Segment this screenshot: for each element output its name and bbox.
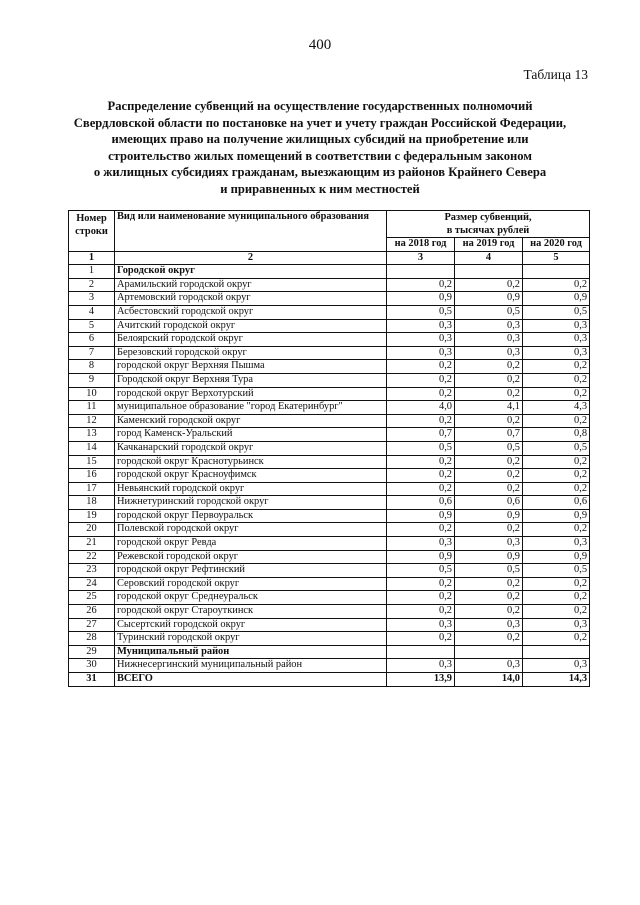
row-number: 20 <box>69 523 115 537</box>
row-number: 23 <box>69 564 115 578</box>
municipality-name: Серовский городской округ <box>115 577 387 591</box>
value-2018: 0,2 <box>387 591 455 605</box>
table-row <box>69 360 590 374</box>
table-row <box>69 550 590 564</box>
value-2019: 0,9 <box>455 550 523 564</box>
row-number: 17 <box>69 482 115 496</box>
value-2020: 0,3 <box>523 659 590 673</box>
municipality-name: городской округ Рефтинский <box>115 564 387 578</box>
value-2020: 0,3 <box>523 333 590 347</box>
value-2019: 0,2 <box>455 455 523 469</box>
value-2020: 0,3 <box>523 319 590 333</box>
title-line: Свердловской области по постановке на учет и учету граждан Российской Федерации, <box>73 115 567 130</box>
value-2019: 0,3 <box>455 537 523 551</box>
value-2020: 0,3 <box>523 346 590 360</box>
table-total-row <box>69 673 590 687</box>
municipality-name: Асбестовский городской округ <box>115 305 387 319</box>
page-number: 400 <box>308 37 332 53</box>
row-number: 3 <box>69 292 115 306</box>
municipality-name: Березовский городской округ <box>115 346 387 360</box>
municipality-name: Сысертский городской округ <box>115 618 387 632</box>
row-number: 1 <box>69 265 115 279</box>
table-row <box>69 333 590 347</box>
row-number: 4 <box>69 305 115 319</box>
value-2020: 0,6 <box>523 496 590 510</box>
table-row <box>69 523 590 537</box>
value-2018: 0,2 <box>387 455 455 469</box>
row-number: 5 <box>69 319 115 333</box>
row-number: 29 <box>69 645 115 659</box>
row-number: 7 <box>69 346 115 360</box>
value-2020 <box>523 645 590 659</box>
table-section-row <box>69 265 590 279</box>
value-2019: 0,2 <box>455 605 523 619</box>
municipality-name: Ачитский городской округ <box>115 319 387 333</box>
value-2020: 0,2 <box>523 605 590 619</box>
value-2018: 0,2 <box>387 278 455 292</box>
header-year-2019: на 2019 год <box>455 238 523 252</box>
value-2019: 14,0 <box>455 673 523 687</box>
municipality-name: городской округ Среднеуральск <box>115 591 387 605</box>
row-number: 9 <box>69 373 115 387</box>
document-title <box>60 98 580 198</box>
value-2020: 0,2 <box>523 360 590 374</box>
value-2019: 0,3 <box>455 319 523 333</box>
table-row <box>69 319 590 333</box>
title-line: имеющих право на получение жилищных субсидий на приобретение или <box>111 132 529 147</box>
municipality-name: Городской округ Верхняя Тура <box>115 373 387 387</box>
value-2018: 0,2 <box>387 387 455 401</box>
municipality-name: город Каменск-Уральский <box>115 428 387 442</box>
value-2019: 0,2 <box>455 482 523 496</box>
table-row <box>69 618 590 632</box>
header-size-line: в тысячах рублей <box>446 225 530 236</box>
value-2019: 0,2 <box>455 278 523 292</box>
value-2020: 0,5 <box>523 305 590 319</box>
value-2018: 0,3 <box>387 319 455 333</box>
value-2018: 0,2 <box>387 373 455 387</box>
row-number: 13 <box>69 428 115 442</box>
value-2020: 0,3 <box>523 618 590 632</box>
value-2020: 0,3 <box>523 537 590 551</box>
value-2019: 0,2 <box>455 523 523 537</box>
value-2018: 0,2 <box>387 577 455 591</box>
table-row <box>69 509 590 523</box>
value-2019: 0,9 <box>455 292 523 306</box>
value-2019: 0,2 <box>455 373 523 387</box>
row-number: 25 <box>69 591 115 605</box>
municipality-name: городской округ Староуткинск <box>115 605 387 619</box>
value-2018 <box>387 645 455 659</box>
header-subvention-size <box>387 211 590 238</box>
table-row <box>69 346 590 360</box>
value-2020: 0,2 <box>523 414 590 428</box>
value-2018: 0,9 <box>387 550 455 564</box>
value-2018: 13,9 <box>387 673 455 687</box>
municipality-name: Полевской городской округ <box>115 523 387 537</box>
table-label: Таблица 13 <box>523 67 588 82</box>
table-row <box>69 441 590 455</box>
value-2020: 0,2 <box>523 278 590 292</box>
column-index: 2 <box>115 251 387 265</box>
table-row <box>69 482 590 496</box>
value-2019: 0,7 <box>455 428 523 442</box>
municipality-name: Режевской городской округ <box>115 550 387 564</box>
row-number: 19 <box>69 509 115 523</box>
header-municipality: Вид или наименование муниципального образования <box>115 211 387 252</box>
table-row <box>69 278 590 292</box>
row-number: 16 <box>69 469 115 483</box>
value-2019: 0,6 <box>455 496 523 510</box>
municipality-name: Туринский городской округ <box>115 632 387 646</box>
title-line: о жилищных субсидиях гражданам, выезжающим из районов Крайнего Севера <box>93 165 547 180</box>
row-number: 22 <box>69 550 115 564</box>
value-2020: 0,2 <box>523 387 590 401</box>
table-row <box>69 387 590 401</box>
column-index: 5 <box>523 251 590 265</box>
header-size-line: Размер субвенций, <box>444 212 532 223</box>
value-2020: 14,3 <box>523 673 590 687</box>
column-index: 1 <box>69 251 115 265</box>
table-row <box>69 414 590 428</box>
municipality-name: Качканарский городской округ <box>115 441 387 455</box>
municipality-name: ВСЕГО <box>115 673 387 687</box>
header-year-2018: на 2018 год <box>387 238 455 252</box>
value-2019: 0,3 <box>455 618 523 632</box>
value-2020 <box>523 265 590 279</box>
value-2020: 0,2 <box>523 455 590 469</box>
municipality-name: муниципальное образование "город Екатеринбург" <box>115 401 387 415</box>
table-body <box>69 265 590 686</box>
value-2018: 0,2 <box>387 360 455 374</box>
row-number: 21 <box>69 537 115 551</box>
value-2019 <box>455 265 523 279</box>
value-2020: 0,8 <box>523 428 590 442</box>
value-2018: 0,7 <box>387 428 455 442</box>
row-number: 27 <box>69 618 115 632</box>
value-2019: 0,5 <box>455 564 523 578</box>
row-number: 14 <box>69 441 115 455</box>
row-number: 26 <box>69 605 115 619</box>
value-2019: 4,1 <box>455 401 523 415</box>
value-2018: 0,2 <box>387 523 455 537</box>
value-2020: 0,2 <box>523 482 590 496</box>
value-2019: 0,9 <box>455 509 523 523</box>
title-line: и приравненных к ним местностей <box>220 181 420 196</box>
municipality-name: Нижнесергинский муниципальный район <box>115 659 387 673</box>
row-number: 8 <box>69 360 115 374</box>
value-2018: 0,6 <box>387 496 455 510</box>
municipality-name: городской округ Ревда <box>115 537 387 551</box>
table-row <box>69 428 590 442</box>
header-number-line: Номер <box>76 213 107 224</box>
value-2019: 0,2 <box>455 414 523 428</box>
value-2020: 0,2 <box>523 469 590 483</box>
value-2019: 0,2 <box>455 577 523 591</box>
municipality-name: Артемовский городской округ <box>115 292 387 306</box>
value-2018: 0,9 <box>387 509 455 523</box>
row-number: 2 <box>69 278 115 292</box>
table-row <box>69 591 590 605</box>
value-2019 <box>455 645 523 659</box>
value-2018: 0,2 <box>387 632 455 646</box>
value-2020: 0,9 <box>523 550 590 564</box>
table-row <box>69 401 590 415</box>
table-row <box>69 496 590 510</box>
column-index: 3 <box>387 251 455 265</box>
value-2020: 4,3 <box>523 401 590 415</box>
value-2018: 0,5 <box>387 564 455 578</box>
table-row <box>69 292 590 306</box>
municipality-name: Невьянский городской округ <box>115 482 387 496</box>
value-2018: 0,3 <box>387 333 455 347</box>
header-number-line: строки <box>75 226 108 237</box>
value-2020: 0,2 <box>523 632 590 646</box>
value-2018: 0,5 <box>387 441 455 455</box>
row-number: 30 <box>69 659 115 673</box>
value-2018: 0,3 <box>387 618 455 632</box>
municipality-name: городской округ Краснотурьинск <box>115 455 387 469</box>
value-2019: 0,3 <box>455 333 523 347</box>
municipality-name: Арамильский городской округ <box>115 278 387 292</box>
table-row <box>69 577 590 591</box>
value-2020: 0,5 <box>523 564 590 578</box>
title-line: Распределение субвенций на осуществление государственных полномочий <box>107 99 533 113</box>
value-2018 <box>387 265 455 279</box>
value-2019: 0,2 <box>455 591 523 605</box>
subvention-table <box>68 210 590 687</box>
value-2019: 0,5 <box>455 305 523 319</box>
row-number: 10 <box>69 387 115 401</box>
value-2019: 0,2 <box>455 632 523 646</box>
value-2020: 0,9 <box>523 509 590 523</box>
value-2018: 0,2 <box>387 482 455 496</box>
row-number: 12 <box>69 414 115 428</box>
row-number: 6 <box>69 333 115 347</box>
table-row <box>69 455 590 469</box>
value-2018: 0,2 <box>387 469 455 483</box>
value-2018: 0,5 <box>387 305 455 319</box>
municipality-name: Городской округ <box>115 265 387 279</box>
table-row <box>69 632 590 646</box>
municipality-name: Каменский городской округ <box>115 414 387 428</box>
municipality-name: городской округ Верхотурский <box>115 387 387 401</box>
value-2018: 0,3 <box>387 659 455 673</box>
value-2020: 0,5 <box>523 441 590 455</box>
value-2019: 0,3 <box>455 659 523 673</box>
table-row <box>69 537 590 551</box>
value-2020: 0,2 <box>523 523 590 537</box>
value-2019: 0,5 <box>455 441 523 455</box>
table-row <box>69 659 590 673</box>
row-number: 11 <box>69 401 115 415</box>
value-2019: 0,2 <box>455 387 523 401</box>
municipality-name: Муниципальный район <box>115 645 387 659</box>
value-2020: 0,2 <box>523 577 590 591</box>
value-2018: 0,2 <box>387 414 455 428</box>
table-row <box>69 605 590 619</box>
value-2019: 0,2 <box>455 360 523 374</box>
table-row <box>69 373 590 387</box>
header-row-number <box>69 211 115 252</box>
municipality-name: городской округ Первоуральск <box>115 509 387 523</box>
row-number: 31 <box>69 673 115 687</box>
table-row <box>69 469 590 483</box>
value-2020: 0,9 <box>523 292 590 306</box>
municipality-name: Белоярский городской округ <box>115 333 387 347</box>
value-2020: 0,2 <box>523 373 590 387</box>
row-number: 24 <box>69 577 115 591</box>
value-2018: 0,2 <box>387 605 455 619</box>
table-section-row <box>69 645 590 659</box>
municipality-name: Нижнетуринский городской округ <box>115 496 387 510</box>
value-2018: 4,0 <box>387 401 455 415</box>
row-number: 28 <box>69 632 115 646</box>
column-index: 4 <box>455 251 523 265</box>
table-row <box>69 305 590 319</box>
value-2019: 0,3 <box>455 346 523 360</box>
value-2018: 0,3 <box>387 537 455 551</box>
table-row <box>69 564 590 578</box>
title-line: строительство жилых помещений в соответствии с федеральным законом <box>108 148 532 163</box>
municipality-name: городской округ Верхняя Пышма <box>115 360 387 374</box>
value-2018: 0,9 <box>387 292 455 306</box>
value-2018: 0,3 <box>387 346 455 360</box>
row-number: 15 <box>69 455 115 469</box>
value-2019: 0,2 <box>455 469 523 483</box>
value-2020: 0,2 <box>523 591 590 605</box>
municipality-name: городской округ Красноуфимск <box>115 469 387 483</box>
header-year-2020: на 2020 год <box>523 238 590 252</box>
row-number: 18 <box>69 496 115 510</box>
